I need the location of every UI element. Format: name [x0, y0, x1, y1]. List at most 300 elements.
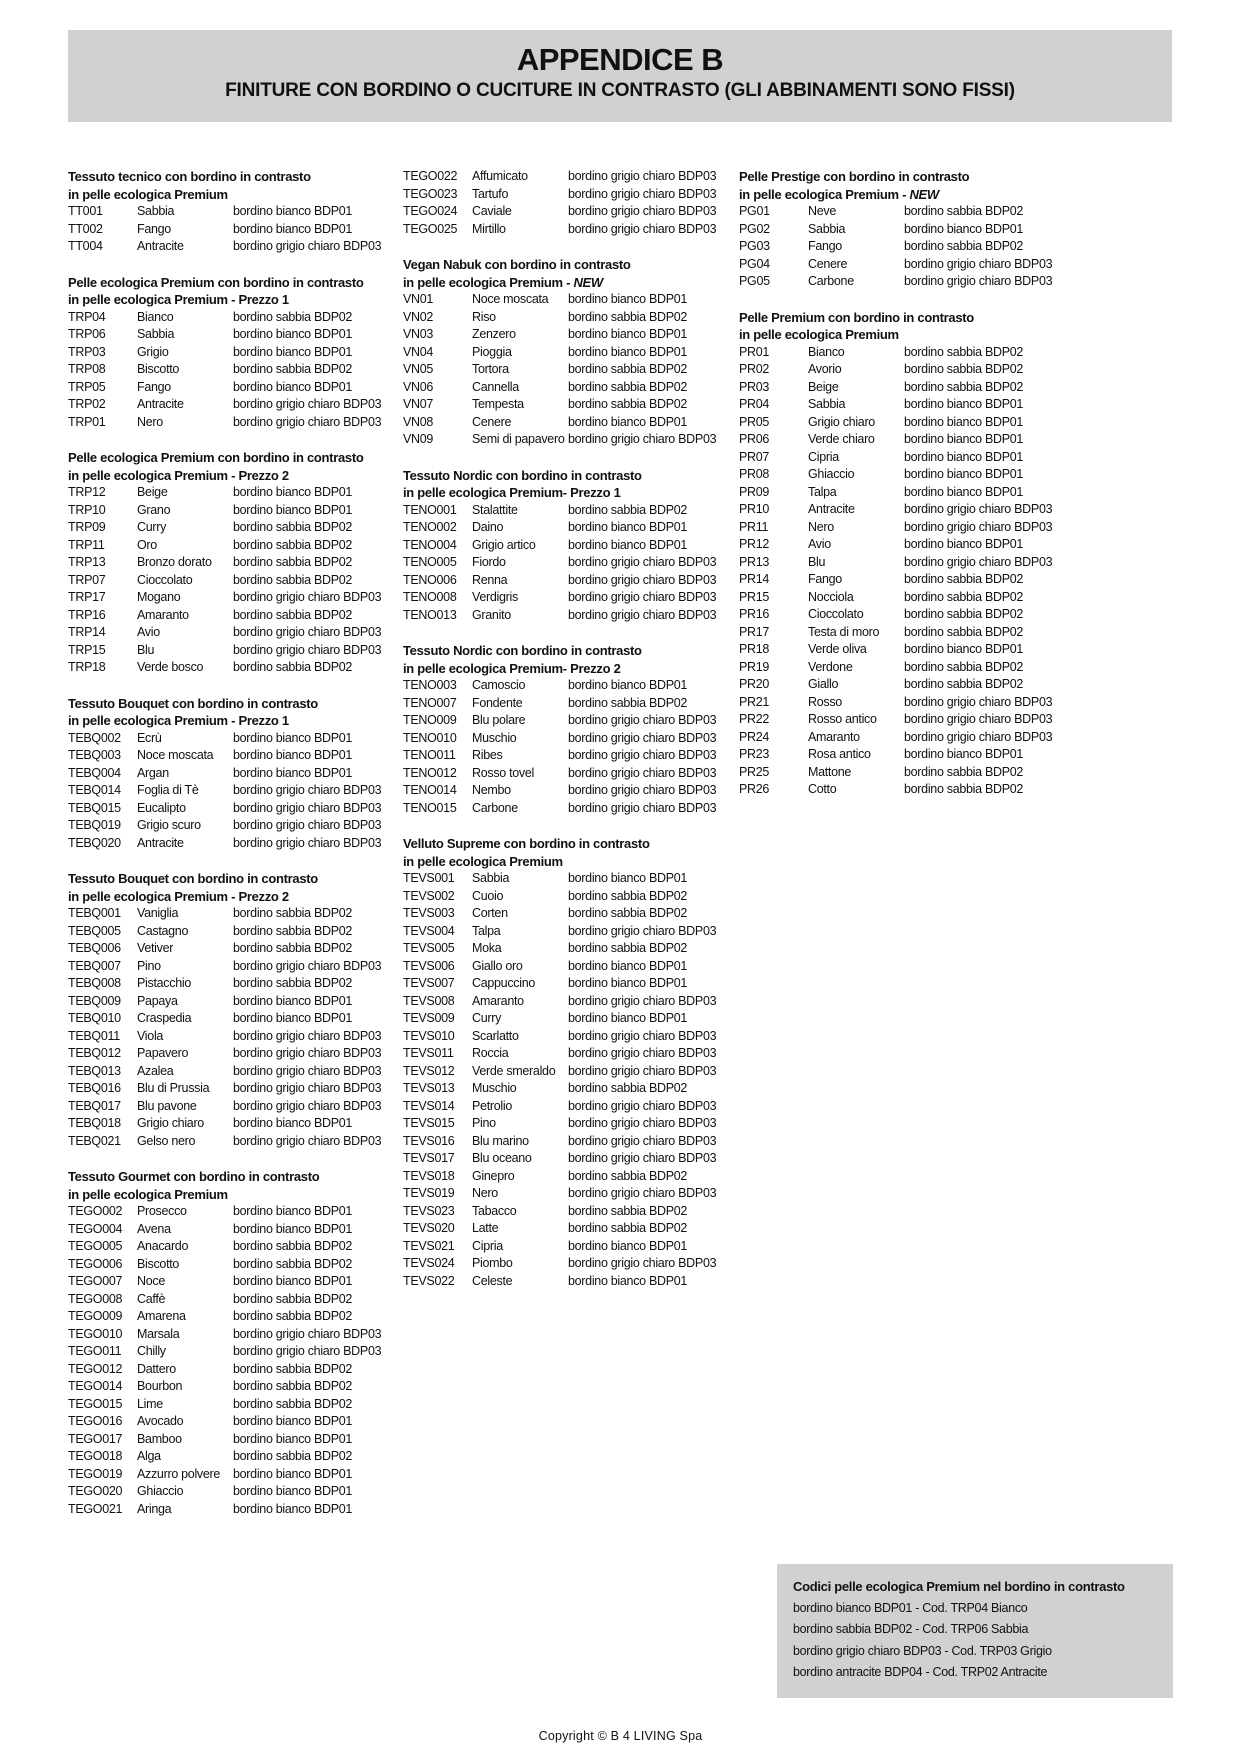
- finish-name: Vaniglia: [137, 906, 179, 920]
- finish-name: Nero: [472, 1186, 498, 1200]
- finish-code: TEBQ021: [68, 1133, 121, 1148]
- finish-name: Daino: [472, 520, 504, 534]
- finish-code: VN06: [403, 379, 434, 394]
- finish-bordino: bordino bianco BDP01: [233, 344, 353, 359]
- finish-name: Giallo: [808, 677, 839, 691]
- finish-row: [68, 1080, 392, 1098]
- finish-name: Tortora: [472, 362, 509, 376]
- finish-row: [68, 572, 392, 590]
- finish-name: Ecrù: [137, 730, 162, 745]
- finish-name: Neve: [808, 204, 836, 218]
- section-heading-line1: Tessuto Nordic con bordino in contrasto: [403, 467, 642, 483]
- finish-code: PG04: [739, 256, 770, 271]
- finish-name: Ribes: [472, 748, 503, 762]
- finish-row: [68, 484, 392, 502]
- finish-code: TENO007: [403, 695, 457, 710]
- finish-bordino: bordino sabbia BDP02: [904, 659, 1024, 674]
- finish-bordino: bordino grigio chiaro BDP03: [233, 625, 382, 639]
- finish-row: [739, 746, 1172, 764]
- finish-code: TEBQ008: [68, 976, 121, 990]
- finish-code: TRP02: [68, 397, 106, 411]
- finish-row: [739, 396, 1172, 414]
- finish-row: [403, 537, 735, 555]
- section-heading-line1: Tessuto Bouquet con bordino in contrasto: [68, 871, 318, 886]
- finish-name: Talpa: [808, 484, 837, 499]
- finish-name: Sabbia: [472, 871, 510, 885]
- finish-code: TT001: [68, 204, 103, 218]
- finish-bordino: bordino sabbia BDP02: [233, 1396, 353, 1411]
- finish-code: TEGO023: [403, 186, 458, 201]
- finish-bordino: bordino grigio chiaro BDP03: [233, 800, 382, 815]
- finish-name: Fango: [137, 221, 171, 236]
- finish-row: [403, 572, 735, 590]
- finish-code: VN02: [403, 309, 434, 324]
- finish-row: [68, 905, 392, 923]
- finish-name: Ghiaccio: [808, 467, 855, 481]
- finish-name: Fango: [808, 572, 842, 586]
- finish-name: Avena: [137, 1221, 171, 1236]
- finish-bordino: bordino bianco BDP01: [233, 1414, 353, 1428]
- finish-row: [739, 729, 1172, 747]
- finish-name: Antracite: [137, 835, 184, 850]
- finish-code: TEGO004: [68, 1221, 123, 1236]
- finish-code: PG01: [739, 204, 770, 218]
- finish-name: Gelso nero: [137, 1133, 196, 1148]
- finish-row: [68, 221, 392, 239]
- finish-bordino: bordino grigio chiaro BDP03: [568, 1028, 717, 1043]
- finish-code: TEVS018: [403, 1168, 455, 1183]
- finish-code: PR17: [739, 624, 770, 639]
- finish-code: TEGO005: [68, 1239, 123, 1253]
- finish-row: [403, 958, 735, 976]
- finish-name: Piombo: [472, 1256, 513, 1270]
- finish-bordino: bordino grigio chiaro BDP03: [233, 239, 382, 253]
- finish-name: Fango: [808, 239, 842, 253]
- finish-bordino: bordino sabbia BDP02: [904, 379, 1024, 394]
- finish-row: [68, 1115, 392, 1133]
- finish-code: TEGO002: [68, 1204, 123, 1218]
- finish-code: TEBQ016: [68, 1081, 121, 1095]
- finish-section: [403, 642, 735, 817]
- finish-section: [403, 256, 735, 449]
- finish-code: TEVS011: [403, 1046, 454, 1060]
- finish-name: Ghiaccio: [137, 1484, 184, 1498]
- finish-bordino: bordino grigio chiaro BDP03: [568, 765, 717, 780]
- finish-code: VN01: [403, 292, 434, 306]
- finish-code: TEBQ006: [68, 941, 121, 955]
- finish-row: [739, 466, 1172, 484]
- finish-bordino: bordino grigio chiaro BDP03: [568, 590, 717, 604]
- finish-bordino: bordino bianco BDP01: [904, 747, 1024, 761]
- finish-code: PR07: [739, 449, 770, 464]
- finish-name: Roccia: [472, 1046, 509, 1060]
- finish-row: [403, 203, 735, 221]
- finish-row: [739, 781, 1172, 799]
- finish-name: Blu polare: [472, 713, 526, 727]
- finish-code: PR05: [739, 414, 770, 429]
- finish-row: [739, 519, 1172, 537]
- finish-name: Lime: [137, 1396, 163, 1411]
- finish-name: Verde chiaro: [808, 432, 875, 446]
- finish-name: Amaranto: [137, 607, 189, 622]
- finish-bordino: bordino grigio chiaro BDP03: [233, 1133, 382, 1148]
- finish-bordino: bordino bianco BDP01: [233, 1011, 353, 1025]
- finish-row: [68, 923, 392, 941]
- finish-name: Pistacchio: [137, 976, 191, 990]
- finish-code: TENO013: [403, 607, 457, 622]
- finish-name: Curry: [137, 520, 167, 534]
- finish-section: [739, 168, 1172, 291]
- finish-code: PR03: [739, 379, 770, 394]
- finish-bordino: bordino sabbia BDP02: [904, 624, 1024, 639]
- section-heading: [68, 695, 392, 730]
- finish-name: Caviale: [472, 204, 512, 218]
- finish-code: TRP01: [68, 414, 106, 429]
- finish-name: Zenzero: [472, 327, 516, 341]
- finish-row: [68, 361, 392, 379]
- finish-code: TENO002: [403, 520, 457, 534]
- finish-bordino: bordino grigio chiaro BDP03: [233, 1063, 382, 1078]
- section-heading: [403, 256, 735, 291]
- finish-code: PR12: [739, 537, 770, 551]
- finish-code: TRP09: [68, 520, 106, 534]
- finish-bordino: bordino sabbia BDP02: [233, 309, 353, 324]
- finish-name: Amaranto: [472, 993, 524, 1008]
- finish-bordino: bordino grigio chiaro BDP03: [233, 1081, 382, 1095]
- finish-bordino: bordino bianco BDP01: [568, 327, 688, 341]
- finish-name: Tempesta: [472, 397, 524, 411]
- finish-row: [68, 1256, 392, 1274]
- section-heading: [68, 870, 392, 905]
- finish-bordino: bordino sabbia BDP02: [233, 607, 353, 622]
- finish-name: Prosecco: [137, 1204, 187, 1218]
- finish-name: Viola: [137, 1028, 164, 1043]
- finish-bordino: bordino grigio chiaro BDP03: [568, 221, 717, 236]
- finish-bordino: bordino grigio chiaro BDP03: [568, 993, 717, 1008]
- finish-code: TRP12: [68, 485, 106, 499]
- finish-row: [68, 344, 392, 362]
- finish-name: Bianco: [137, 309, 174, 324]
- finish-bordino: bordino sabbia BDP02: [904, 607, 1024, 621]
- finish-name: Blu: [137, 642, 155, 657]
- finish-code: PG03: [739, 239, 770, 253]
- finish-code: PR15: [739, 589, 770, 604]
- section-new-flag: NEW: [909, 186, 939, 202]
- finish-bordino: bordino bianco BDP01: [233, 993, 353, 1008]
- finish-row: [403, 379, 735, 397]
- finish-code: PR10: [739, 502, 770, 516]
- finish-name: Blu di Prussia: [137, 1081, 210, 1095]
- finish-bordino: bordino sabbia BDP02: [904, 764, 1024, 779]
- finish-row: [68, 1291, 392, 1309]
- finish-row: [403, 1028, 735, 1046]
- section-heading-line1: Velluto Supreme con bordino in contrasto: [403, 836, 650, 851]
- finish-row: [403, 396, 735, 414]
- finish-code: PR16: [739, 607, 770, 621]
- finish-section: [68, 274, 392, 432]
- finish-code: TEGO010: [68, 1326, 123, 1341]
- section-heading-line2: in pelle ecologica Premium - Prezzo 1: [68, 713, 289, 728]
- finish-code: TEBQ015: [68, 800, 121, 815]
- finish-code: TEBQ014: [68, 783, 121, 797]
- finish-row: [739, 344, 1172, 362]
- finish-bordino: bordino bianco BDP01: [568, 292, 688, 306]
- finish-code: TEBQ020: [68, 835, 121, 850]
- finish-code: TEVS016: [403, 1133, 455, 1148]
- finish-row: [739, 256, 1172, 274]
- finish-bordino: bordino grigio chiaro BDP03: [233, 1028, 382, 1043]
- finish-bordino: bordino bianco BDP01: [568, 958, 688, 973]
- finish-bordino: bordino bianco BDP01: [568, 537, 688, 552]
- finish-bordino: bordino sabbia BDP02: [233, 1256, 353, 1271]
- finish-bordino: bordino sabbia BDP02: [568, 695, 688, 710]
- finish-code: TENO010: [403, 730, 457, 745]
- finish-bordino: bordino grigio chiaro BDP03: [904, 502, 1053, 516]
- finish-bordino: bordino sabbia BDP02: [568, 379, 688, 394]
- finish-code: TEBQ012: [68, 1046, 121, 1060]
- finish-code: TEVS024: [403, 1256, 455, 1270]
- finish-row: [739, 536, 1172, 554]
- finish-bordino: bordino grigio chiaro BDP03: [233, 1098, 382, 1113]
- finish-name: Papavero: [137, 1046, 189, 1060]
- finish-code: PR11: [739, 519, 769, 534]
- finish-code: TEGO017: [68, 1431, 123, 1446]
- finish-code: TEVS004: [403, 923, 455, 938]
- finish-row: [739, 676, 1172, 694]
- finish-name: Amarena: [137, 1309, 186, 1323]
- finish-row: [68, 379, 392, 397]
- finish-row: [739, 571, 1172, 589]
- finish-row: [68, 940, 392, 958]
- finish-code: PR23: [739, 747, 770, 761]
- section-heading: [68, 1168, 392, 1203]
- finish-code: TT004: [68, 239, 103, 253]
- finish-code: TEVS017: [403, 1151, 455, 1165]
- finish-code: TEGO008: [68, 1291, 123, 1306]
- finish-code: TEVS022: [403, 1273, 455, 1288]
- finish-bordino: bordino sabbia BDP02: [904, 589, 1024, 604]
- finish-row: [739, 484, 1172, 502]
- finish-code: TEVS012: [403, 1063, 455, 1078]
- finish-bordino: bordino sabbia BDP02: [568, 1221, 688, 1235]
- finish-bordino: bordino sabbia BDP02: [233, 1379, 353, 1393]
- finish-code: TEVS010: [403, 1028, 455, 1043]
- finish-name: Amaranto: [808, 729, 860, 744]
- finish-row: [68, 326, 392, 344]
- finish-row: [403, 1098, 735, 1116]
- finish-row: [68, 1326, 392, 1344]
- finish-row: [68, 396, 392, 414]
- finish-bordino: bordino bianco BDP01: [568, 678, 688, 692]
- finish-code: TEGO020: [68, 1484, 123, 1498]
- finish-row: [403, 554, 735, 572]
- catalog-column-center: [403, 168, 735, 1290]
- finish-name: Beige: [137, 485, 168, 499]
- finish-row: [403, 905, 735, 923]
- finish-name: Anacardo: [137, 1239, 189, 1253]
- finish-bordino: bordino sabbia BDP02: [233, 941, 353, 955]
- finish-name: Cenere: [472, 414, 512, 429]
- finish-bordino: bordino grigio chiaro BDP03: [904, 274, 1053, 288]
- finish-name: Testa di moro: [808, 624, 880, 639]
- finish-name: Cipria: [808, 449, 839, 464]
- section-heading-line2: in pelle ecologica Premium - NEW: [739, 186, 939, 202]
- finish-row: [403, 800, 735, 818]
- finish-row: [739, 624, 1172, 642]
- finish-bordino: bordino grigio chiaro BDP03: [233, 397, 382, 411]
- finish-code: PR08: [739, 467, 770, 481]
- finish-row: [739, 711, 1172, 729]
- finish-row: [68, 730, 392, 748]
- finish-bordino: bordino grigio chiaro BDP03: [568, 1151, 717, 1165]
- finish-name: Stalattite: [472, 502, 518, 517]
- finish-code: TEBQ010: [68, 1011, 121, 1025]
- finish-section: [403, 835, 735, 1290]
- finish-code: TENO014: [403, 783, 457, 797]
- finish-code: PR01: [739, 344, 770, 359]
- finish-name: Sabbia: [808, 221, 846, 236]
- finish-bordino: bordino grigio chiaro BDP03: [568, 923, 717, 938]
- finish-name: Grigio chiaro: [808, 414, 875, 429]
- finish-code: TENO006: [403, 572, 457, 587]
- finish-bordino: bordino sabbia BDP02: [568, 1168, 688, 1183]
- finish-name: Noce: [137, 1274, 165, 1288]
- finish-row: [403, 361, 735, 379]
- finish-name: Giallo oro: [472, 958, 523, 973]
- finish-name: Granito: [472, 607, 511, 622]
- finish-row: [403, 1045, 735, 1063]
- finish-row: [68, 1238, 392, 1256]
- finish-bordino: bordino sabbia BDP02: [904, 344, 1024, 359]
- finish-bordino: bordino grigio chiaro BDP03: [568, 607, 717, 622]
- finish-bordino: bordino bianco BDP01: [233, 1501, 353, 1516]
- finish-name: Corten: [472, 906, 508, 920]
- page-title: APPENDICE B: [516, 42, 724, 77]
- section-heading-line1: Pelle ecologica Premium con bordino in contrasto: [68, 274, 364, 290]
- finish-row: [403, 1080, 735, 1098]
- finish-row: [403, 1168, 735, 1186]
- finish-name: Beige: [808, 379, 839, 394]
- finish-bordino: bordino grigio chiaro BDP03: [568, 186, 717, 201]
- finish-name: Riso: [472, 309, 496, 324]
- finish-bordino: bordino bianco BDP01: [233, 204, 353, 218]
- finish-bordino: bordino grigio chiaro BDP03: [568, 748, 717, 762]
- finish-section: [739, 309, 1172, 799]
- finish-bordino: bordino grigio chiaro BDP03: [568, 713, 717, 727]
- finish-row: [68, 1378, 392, 1396]
- finish-name: Celeste: [472, 1273, 513, 1288]
- finish-row: [403, 1150, 735, 1168]
- note-box-line: bordino bianco BDP01 - Cod. TRP04 Bianco: [793, 1600, 1028, 1615]
- finish-name: Eucalipto: [137, 800, 186, 815]
- finish-name: Nero: [808, 519, 834, 534]
- finish-name: Fango: [137, 379, 171, 394]
- finish-row: [739, 221, 1172, 239]
- finish-name: Mirtillo: [472, 221, 506, 236]
- finish-bordino: bordino bianco BDP01: [233, 1116, 353, 1130]
- finish-bordino: bordino grigio chiaro BDP03: [568, 730, 717, 745]
- finish-bordino: bordino sabbia BDP02: [233, 520, 353, 534]
- finish-row: [403, 186, 735, 204]
- finish-code: TEBQ004: [68, 765, 121, 780]
- finish-name: Renna: [472, 572, 508, 587]
- finish-code: TEVS020: [403, 1221, 455, 1235]
- finish-code: VN08: [403, 414, 434, 429]
- finish-name: Papaya: [137, 993, 178, 1008]
- finish-name: Biscotto: [137, 362, 180, 376]
- finish-bordino: bordino bianco BDP01: [568, 520, 688, 534]
- finish-name: Ginepro: [472, 1168, 515, 1183]
- finish-code: TEBQ017: [68, 1098, 121, 1113]
- finish-row: [68, 1221, 392, 1239]
- finish-row: [403, 1115, 735, 1133]
- finish-name: Antracite: [137, 239, 184, 253]
- finish-code: TEBQ001: [68, 906, 121, 920]
- finish-row: [403, 344, 735, 362]
- finish-row: [403, 870, 735, 888]
- finish-bordino: bordino grigio chiaro BDP03: [233, 818, 382, 832]
- section-heading-line1: Tessuto Nordic con bordino in contrasto: [403, 643, 642, 658]
- finish-bordino: bordino sabbia BDP02: [568, 362, 688, 376]
- finish-bordino: bordino sabbia BDP02: [568, 1203, 688, 1218]
- finish-name: Muschio: [472, 730, 517, 745]
- section-heading-line1: Vegan Nabuk con bordino in contrasto: [403, 257, 631, 272]
- finish-bordino: bordino sabbia BDP02: [233, 906, 353, 920]
- finish-name: Latte: [472, 1221, 499, 1235]
- finish-row: [403, 782, 735, 800]
- finish-row: [403, 168, 735, 186]
- finish-name: Carbone: [472, 800, 518, 815]
- finish-row: [68, 835, 392, 853]
- finish-code: TEVS013: [403, 1081, 455, 1095]
- finish-code: PG02: [739, 221, 770, 236]
- finish-name: Cotto: [808, 782, 837, 796]
- finish-name: Blu: [808, 554, 826, 569]
- finish-row: [68, 975, 392, 993]
- finish-code: PR06: [739, 432, 770, 446]
- finish-row: [403, 1063, 735, 1081]
- finish-row: [68, 1396, 392, 1414]
- page-subtitle: FINITURE CON BORDINO O CUCITURE IN CONTRASTO (GLI ABBINAMENTI SONO FISSI): [225, 80, 1015, 101]
- finish-code: PR14: [739, 572, 770, 586]
- finish-bordino: bordino grigio chiaro BDP03: [904, 256, 1053, 271]
- finish-row: [68, 1028, 392, 1046]
- finish-bordino: bordino bianco BDP01: [233, 1204, 353, 1218]
- finish-bordino: bordino sabbia BDP02: [904, 782, 1024, 796]
- finish-code: TEVS015: [403, 1116, 455, 1130]
- finish-bordino: bordino grigio chiaro BDP03: [568, 800, 717, 815]
- finish-bordino: bordino sabbia BDP02: [233, 537, 353, 552]
- finish-row: [68, 1010, 392, 1028]
- section-heading-line1: Tessuto Bouquet con bordino in contrasto: [68, 695, 318, 711]
- finish-name: Fondente: [472, 695, 523, 710]
- finish-code: TEVS007: [403, 976, 455, 990]
- finish-code: TRP14: [68, 625, 106, 639]
- section-heading-line2: in pelle ecologica Premium: [403, 853, 563, 869]
- finish-code: TENO009: [403, 713, 457, 727]
- finish-code: TEBQ013: [68, 1063, 121, 1078]
- finish-code: PR26: [739, 782, 770, 796]
- finish-bordino: bordino grigio chiaro BDP03: [568, 169, 717, 183]
- finish-code: TRP03: [68, 344, 106, 359]
- finish-name: Mattone: [808, 764, 852, 779]
- finish-row: [739, 431, 1172, 449]
- finish-row: [68, 993, 392, 1011]
- finish-bordino: bordino bianco BDP01: [233, 748, 353, 762]
- finish-name: Bronzo dorato: [137, 555, 212, 569]
- finish-name: Rosso antico: [808, 712, 877, 726]
- finish-bordino: bordino grigio chiaro BDP03: [904, 694, 1053, 709]
